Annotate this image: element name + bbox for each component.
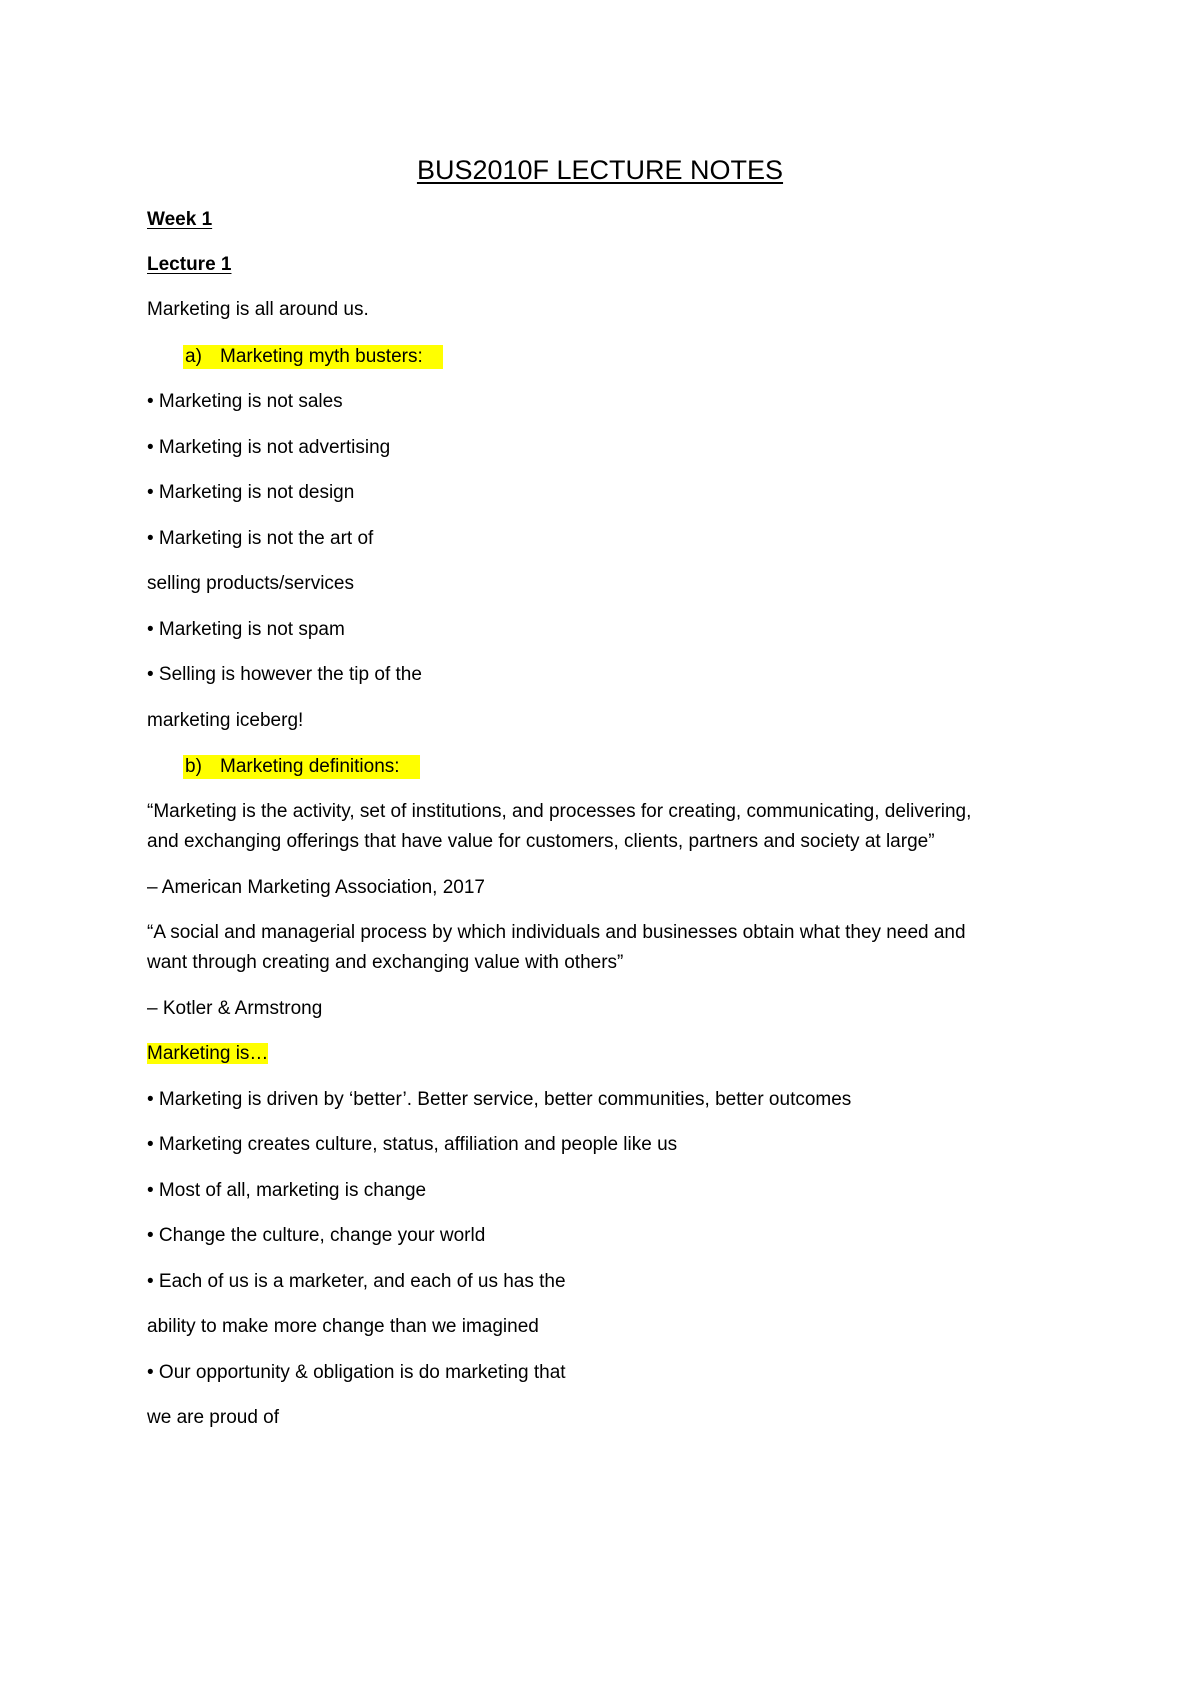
- marketing-is-item: • Most of all, marketing is change: [147, 1180, 427, 1201]
- intro-text: Marketing is all around us.: [147, 299, 369, 320]
- myth-item-continued: marketing iceberg!: [147, 710, 304, 731]
- definition-2-line-2: want through creating and exchanging value with others”: [147, 952, 624, 973]
- marketing-is-item: • Our opportunity & obligation is do marketing that: [147, 1362, 566, 1383]
- lecture-heading: Lecture 1: [147, 254, 232, 275]
- week-heading: Week 1: [147, 209, 213, 230]
- definition-1-source: – American Marketing Association, 2017: [147, 877, 485, 898]
- marketing-is-item: • Each of us is a marketer, and each of us has the: [147, 1271, 566, 1292]
- definition-1-line-1: “Marketing is the activity, set of institutions, and processes for creating, communicating, delivering,: [147, 801, 972, 822]
- definition-2-line-1: “A social and managerial process by which individuals and businesses obtain what they need and: [147, 922, 966, 943]
- marketing-is-heading-text: Marketing is…: [147, 1043, 269, 1064]
- myth-item: • Marketing is not spam: [147, 619, 345, 640]
- marketing-is-item-continued: ability to make more change than we imagined: [147, 1316, 539, 1337]
- myth-item: • Marketing is not design: [147, 482, 355, 503]
- myth-item: • Marketing is not advertising: [147, 437, 391, 458]
- marketing-is-item: • Marketing is driven by ‘better’. Better service, better communities, better outcomes: [147, 1089, 852, 1110]
- marketing-is-item-continued: we are proud of: [147, 1407, 280, 1428]
- myth-item: • Marketing is not sales: [147, 391, 343, 412]
- section-a-heading: Marketing myth busters:: [220, 346, 423, 367]
- marketing-is-item: • Change the culture, change your world: [147, 1225, 486, 1246]
- myth-item-continued: selling products/services: [147, 573, 354, 594]
- myth-item: • Marketing is not the art of: [147, 528, 374, 549]
- page-title: BUS2010F LECTURE NOTES: [416, 155, 784, 185]
- definition-2-source: – Kotler & Armstrong: [147, 998, 323, 1019]
- section-b-heading: Marketing definitions:: [220, 756, 400, 777]
- marketing-is-item: • Marketing creates culture, status, affiliation and people like us: [147, 1134, 678, 1155]
- myth-item: • Selling is however the tip of the: [147, 664, 422, 685]
- marketing-is-heading: [147, 1042, 268, 1066]
- section-a-marker: a): [185, 346, 202, 367]
- definition-1-line-2: and exchanging offerings that have value for customers, clients, partners and society at large”: [147, 831, 935, 852]
- section-b-marker: b): [185, 756, 202, 777]
